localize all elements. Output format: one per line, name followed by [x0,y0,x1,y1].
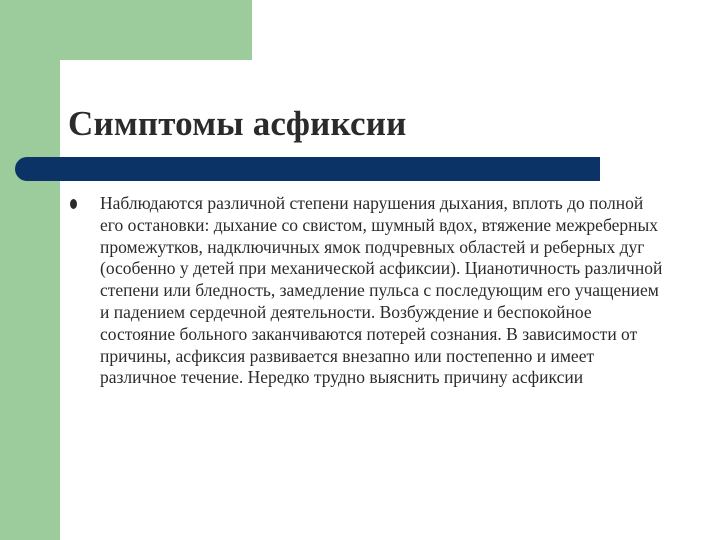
bullet-text: Наблюдаются различной степени нарушения дыхания, вплоть до полной его остановки: дыхание со свистом, шумный вдох, втяжение межреберных промежутков, надключичных ямок подчревных областей и реберных дуг (особенно у детей при механической асфиксии). Цианотичность различной степени или бледность, замедление пульса с последующим его учащением и падением сердечной деятельности. Возбуждение и беспокойное состояние больного заканчиваются потерей сознания. В зависимости от причины, асфиксия развивается внезапно или постепенно и имеет различное течение. Нередко трудно выяснить причину асфиксии [100,193,663,388]
title-divider-bar [15,157,600,181]
green-decor-side [0,0,60,540]
bullet-dot-icon [70,199,77,209]
slide-title: Симптомы асфиксии [68,104,407,143]
